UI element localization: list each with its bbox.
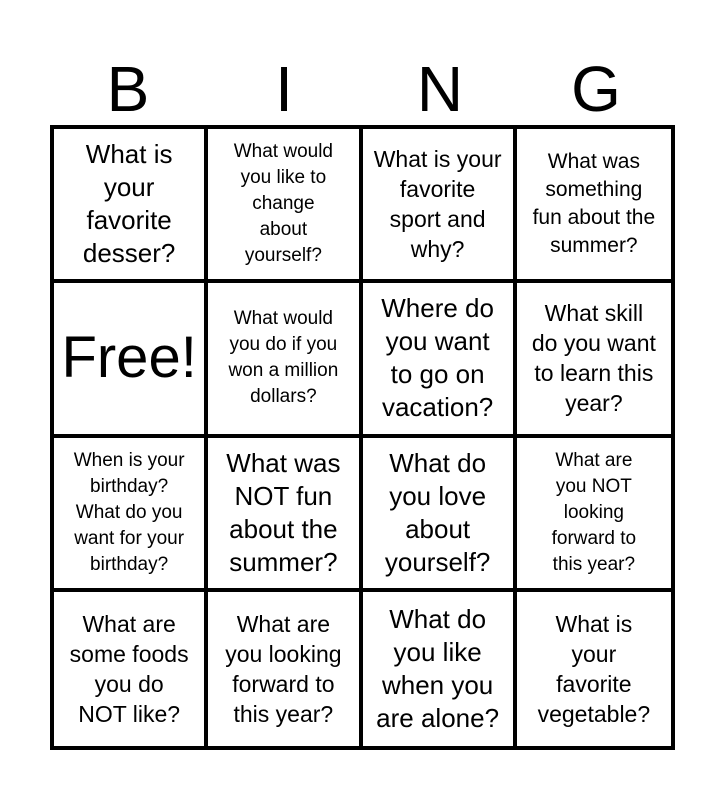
cell-text: What would you like to change about yourself? bbox=[233, 141, 334, 267]
bingo-cell[interactable] bbox=[54, 129, 208, 283]
cell-text: What was something fun about the summer? bbox=[532, 150, 656, 258]
free-space-text: Free! bbox=[61, 325, 197, 391]
cell-text: What do you love about yourself? bbox=[384, 447, 491, 577]
cell-text: What is your favorite desser? bbox=[82, 139, 176, 269]
bingo-cell[interactable] bbox=[517, 592, 671, 746]
cell-text: What is your favorite vegetable? bbox=[537, 610, 651, 727]
bingo-cell[interactable] bbox=[208, 592, 362, 746]
bingo-cell[interactable] bbox=[208, 438, 362, 592]
bingo-cell[interactable] bbox=[208, 283, 362, 437]
title-letter-i: I bbox=[275, 53, 293, 125]
bingo-board bbox=[50, 125, 675, 750]
cell-text: What do you like when you are alone? bbox=[376, 603, 500, 733]
cell-text: What are you NOT looking forward to this year? bbox=[551, 449, 637, 575]
cell-text: What are some foods you do NOT like? bbox=[69, 610, 189, 727]
cell-text: Where do you want to go on vacation? bbox=[381, 293, 494, 423]
title-letter-b: B bbox=[106, 53, 150, 125]
bingo-cell[interactable] bbox=[517, 129, 671, 283]
bingo-cell[interactable] bbox=[363, 438, 517, 592]
cell-text: What are you looking forward to this year? bbox=[225, 610, 342, 727]
cell-text: What would you do if you won a million dollars? bbox=[228, 308, 339, 408]
bingo-cell[interactable] bbox=[363, 592, 517, 746]
cell-text: What is your favorite sport and why? bbox=[373, 146, 502, 263]
bingo-cell[interactable] bbox=[517, 283, 671, 437]
cell-text: When is your birthday? What do you want for your birthday? bbox=[73, 449, 185, 575]
cell-text: What was NOT fun about the summer? bbox=[226, 447, 341, 577]
free-space-cell[interactable] bbox=[54, 283, 208, 437]
title-letter-n: N bbox=[416, 53, 464, 125]
title-letter-g: G bbox=[571, 53, 621, 125]
cell-text: What skill do you want to learn this year? bbox=[531, 300, 656, 417]
bingo-cell[interactable] bbox=[517, 438, 671, 592]
bingo-cell[interactable] bbox=[363, 129, 517, 283]
bingo-title bbox=[50, 52, 675, 126]
bingo-cell[interactable] bbox=[208, 129, 362, 283]
bingo-cell[interactable] bbox=[363, 283, 517, 437]
bingo-cell[interactable] bbox=[54, 438, 208, 592]
bingo-cell[interactable] bbox=[54, 592, 208, 746]
